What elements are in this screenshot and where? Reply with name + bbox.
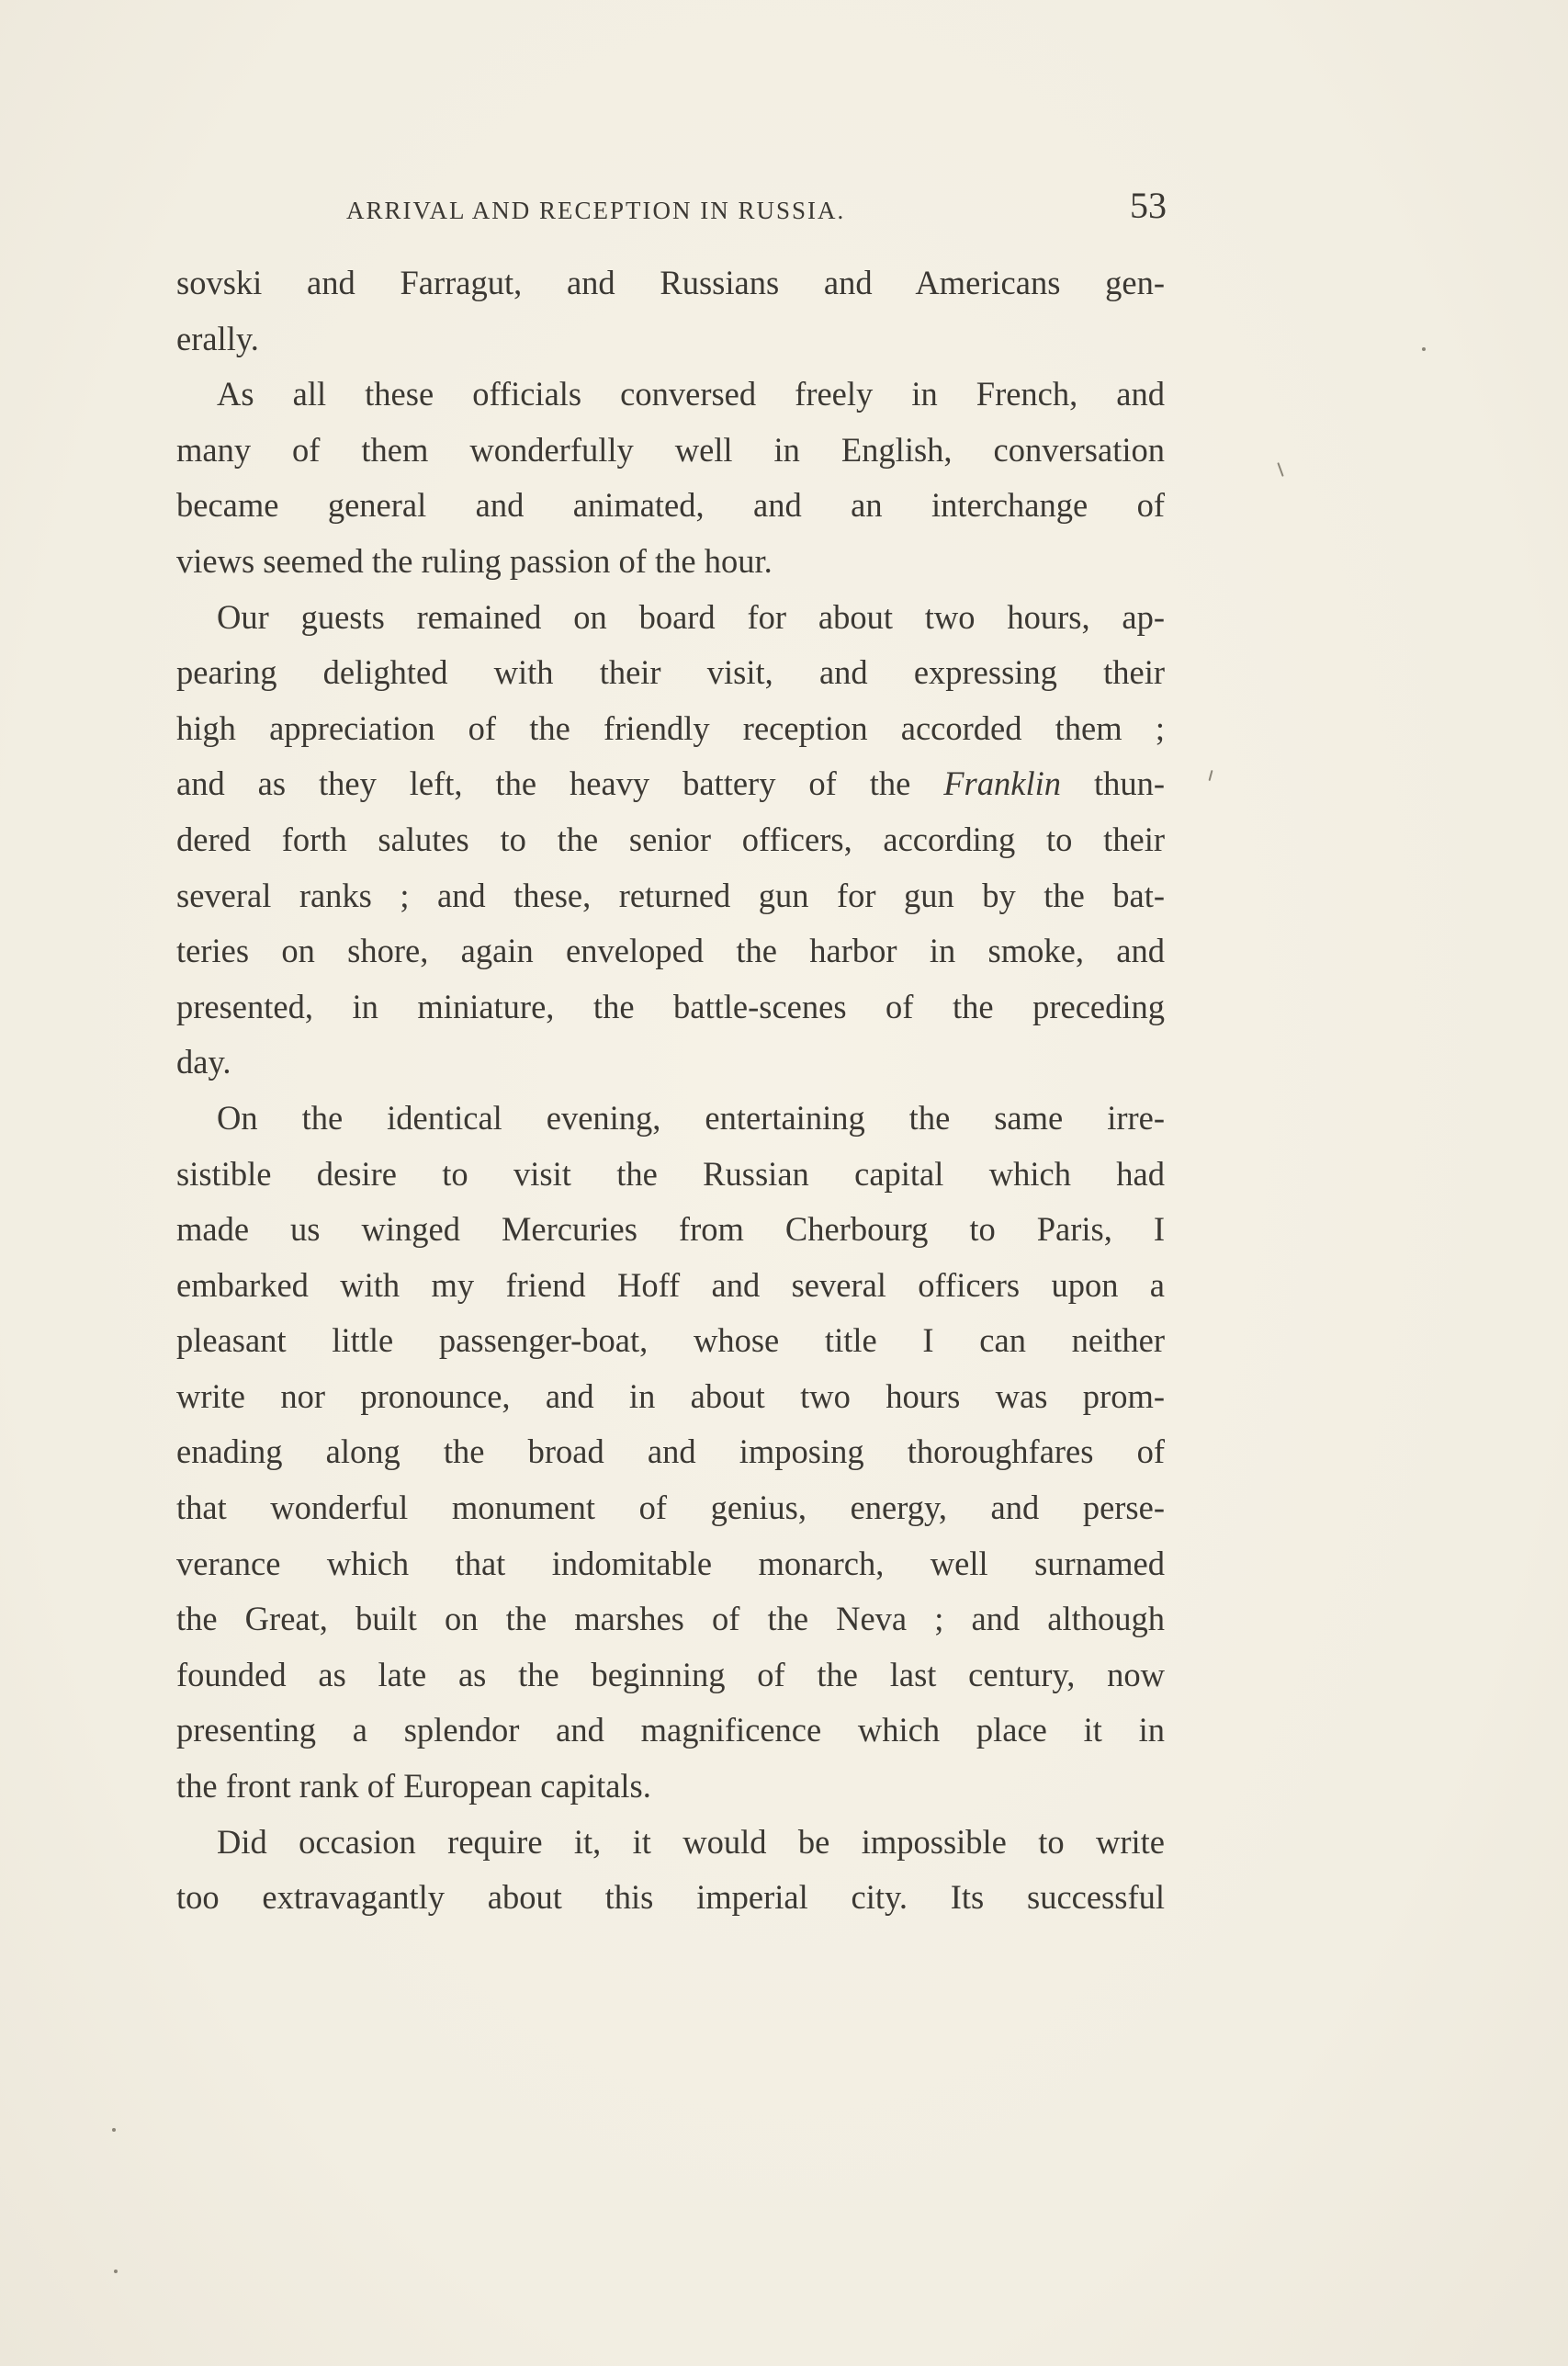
text-line: founded as late as the beginning of the last century, now xyxy=(176,1655,1165,1693)
text-line: many of them wonderfully well in English, conversation xyxy=(176,430,1165,469)
text-line: presented, in miniature, the battle-scenes of the preceding xyxy=(176,987,1165,1025)
text-line: pearing delighted with their visit, and expressing their xyxy=(176,653,1165,692)
text-line: Our guests remained on board for about two hours, ap- xyxy=(217,597,1165,636)
text-line: write nor pronounce, and in about two hours was prom- xyxy=(176,1376,1165,1415)
page-header xyxy=(175,184,1167,239)
paper-speck xyxy=(1422,347,1426,351)
text-line: views seemed the ruling passion of the hour. xyxy=(176,541,773,580)
body-text xyxy=(176,255,1165,1926)
text-line: dered forth salutes to the senior officers, according to their xyxy=(176,820,1165,858)
text-line: embarked with my friend Hoff and several officers upon a xyxy=(176,1265,1165,1304)
text-line: teries on shore, again enveloped the harbor in smoke, and xyxy=(176,932,1165,970)
text-line xyxy=(176,756,1165,812)
text-line: enading along the broad and imposing thoroughfares of xyxy=(176,1432,1165,1471)
text-line: sistible desire to visit the Russian capital which had xyxy=(176,1154,1165,1193)
paper-speck xyxy=(1208,770,1213,781)
paper-speck xyxy=(112,2128,116,2132)
text-line: presenting a splendor and magnificence which place it in xyxy=(176,1711,1165,1749)
text-line: several ranks ; and these, returned gun for gun by the bat- xyxy=(176,876,1165,914)
page-number: 53 xyxy=(1130,185,1167,226)
text-line: the front rank of European capitals. xyxy=(176,1767,651,1806)
text-line: verance which that indomitable monarch, well surnamed xyxy=(176,1544,1165,1582)
text-line: the Great, built on the marshes of the Neva ; and although xyxy=(176,1600,1165,1638)
text-line: sovski and Farragut, and Russians and Americans gen- xyxy=(176,264,1165,301)
text-segment: and as they left, the heavy battery of the xyxy=(176,764,944,803)
text-line: day. xyxy=(176,1043,231,1081)
text-segment: thun- xyxy=(1061,764,1165,803)
text-line: that wonderful monument of genius, energy, and perse- xyxy=(176,1489,1165,1527)
running-head: ARRIVAL AND RECEPTION IN RUSSIA. xyxy=(346,197,846,224)
paper-speck xyxy=(1277,462,1283,477)
text-line: high appreciation of the friendly reception accorded them ; xyxy=(176,708,1165,747)
ship-name: Franklin xyxy=(943,764,1061,803)
paper-speck xyxy=(114,2270,118,2273)
text-line: pleasant little passenger-boat, whose title I can neither xyxy=(176,1321,1165,1360)
text-line: Did occasion require it, it would be impossible to write xyxy=(217,1822,1165,1861)
text-line: As all these officials conversed freely in French, and xyxy=(217,375,1165,413)
text-line: became general and animated, and an interchange of xyxy=(176,486,1165,525)
text-line: erally. xyxy=(176,319,259,357)
text-line: too extravagantly about this imperial city. Its successful xyxy=(176,1878,1165,1917)
text-line: made us winged Mercuries from Cherbourg to Paris, I xyxy=(176,1210,1165,1249)
text-line: On the identical evening, entertaining the same irre- xyxy=(217,1098,1165,1137)
